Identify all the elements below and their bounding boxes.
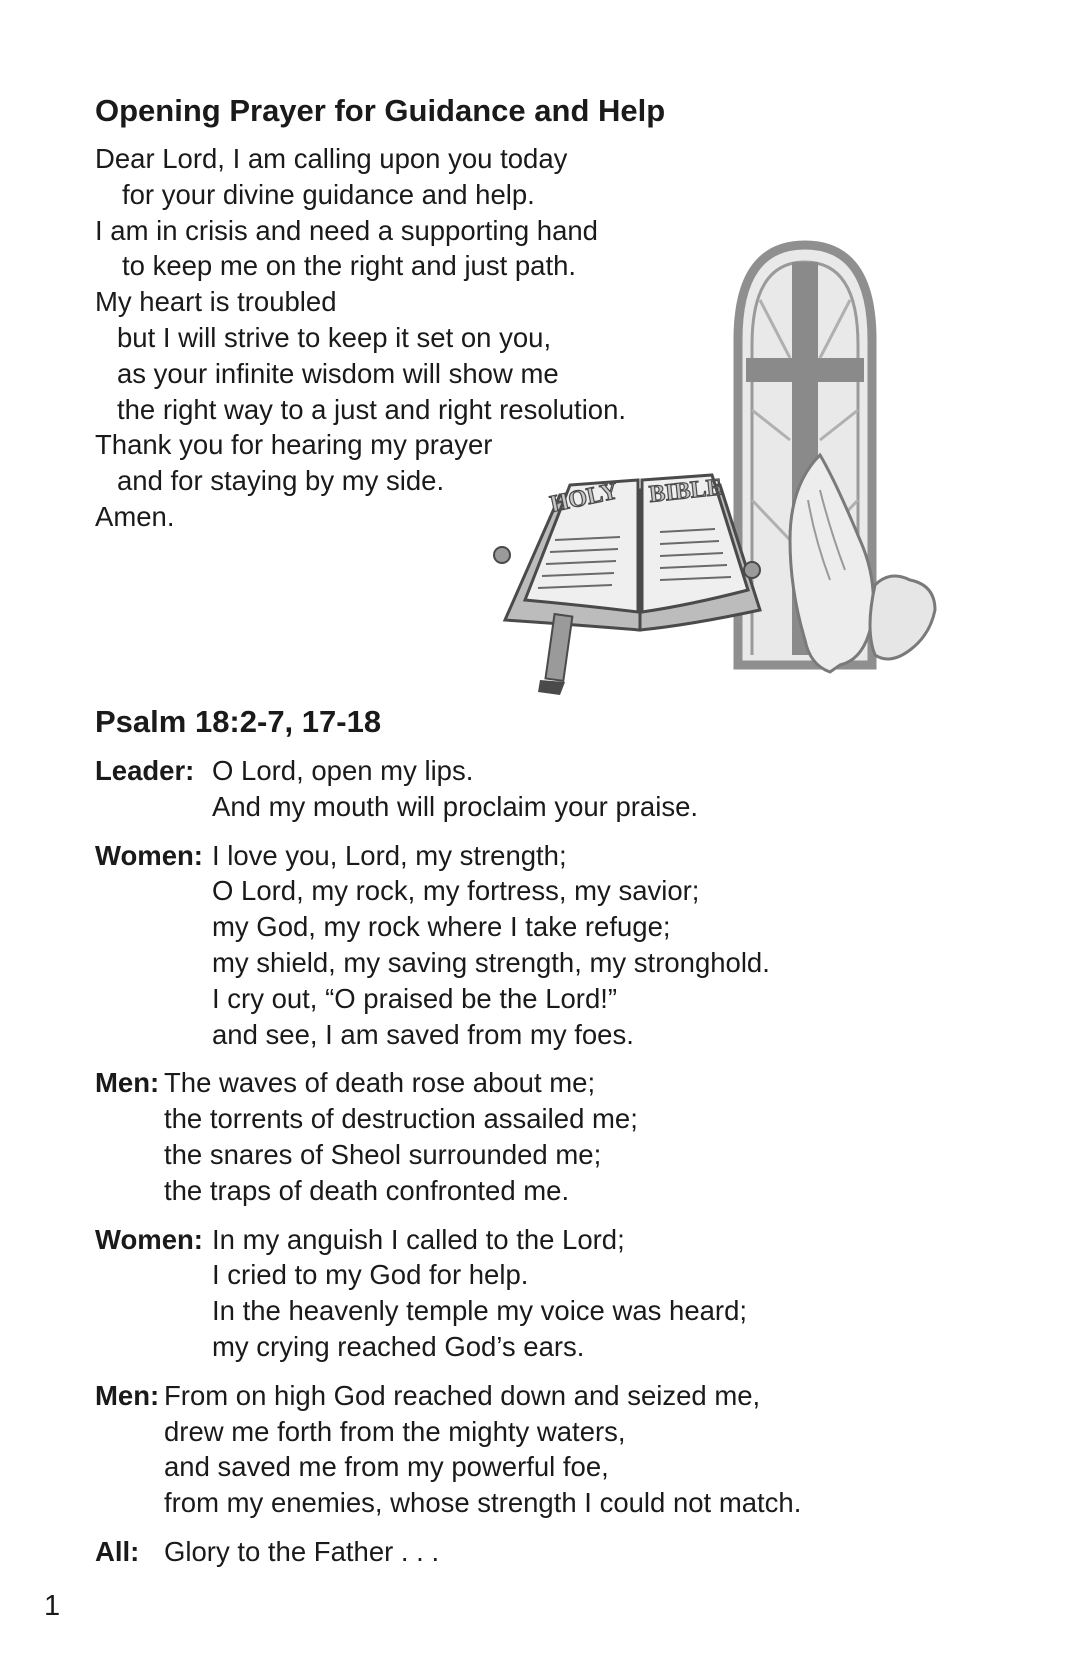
psalm-line: drew me forth from the mighty waters,	[164, 1415, 626, 1447]
psalm-line: I cried to my God for help.	[212, 1259, 529, 1291]
prayer-line: and for staying by my side.	[117, 465, 445, 497]
psalm-line: and see, I am saved from my foes.	[212, 1018, 634, 1050]
stanza-women	[95, 1222, 995, 1365]
psalm-line: and saved me from my powerful foe,	[164, 1451, 609, 1483]
psalm-responsorial	[95, 753, 995, 1583]
prayer-line: Thank you for hearing my prayer	[95, 429, 493, 461]
prayer-line: I am in crisis and need a supporting hand	[95, 214, 598, 246]
speaker-label: Women:	[95, 1223, 203, 1255]
speaker-label: Women:	[95, 839, 203, 871]
psalm-line: the snares of Sheol surrounded me;	[164, 1138, 602, 1170]
psalm-line: the traps of death confronted me.	[164, 1174, 570, 1206]
prayer-line: the right way to a just and right resolution.	[117, 393, 627, 425]
psalm-line: my shield, my saving strength, my stronghold.	[212, 946, 770, 978]
psalm-line: O Lord, open my lips.	[212, 755, 474, 786]
psalm-line: In the heavenly temple my voice was heard;	[212, 1295, 748, 1327]
bible-cover-text-right: BIBLE	[647, 474, 724, 508]
stanza-men	[95, 1378, 995, 1521]
psalm-line: I love you, Lord, my strength;	[212, 839, 567, 871]
prayer-line: for your divine guidance and help.	[122, 178, 535, 210]
psalm-line: Glory to the Father . . .	[164, 1535, 440, 1567]
speaker-label: Leader:	[95, 755, 195, 786]
psalm-line: From on high God reached down and seized me,	[164, 1379, 761, 1411]
psalm-line: In my anguish I called to the Lord;	[212, 1223, 625, 1255]
open-bible-icon	[494, 474, 760, 695]
stanza-women	[95, 838, 995, 1053]
prayer-line: as your infinite wisdom will show me	[117, 357, 559, 389]
prayer-line: Dear Lord, I am calling upon you today	[95, 143, 568, 174]
psalm-line: O Lord, my rock, my fortress, my savior;	[212, 875, 700, 907]
prayer-line: Amen.	[95, 500, 175, 532]
speaker-label: Men:	[95, 1067, 160, 1099]
bible-cover-text-left: HOLY	[547, 478, 621, 518]
psalm-line: my God, my rock where I take refuge;	[212, 911, 671, 943]
psalm-line: The waves of death rose about me;	[164, 1067, 596, 1099]
speaker-label: All:	[95, 1535, 140, 1567]
psalm-line: from my enemies, whose strength I could not match.	[164, 1487, 802, 1519]
stanza-leader	[95, 753, 995, 825]
speaker-label: Men:	[95, 1379, 160, 1411]
prayer-title: Opening Prayer for Guidance and Help	[95, 93, 666, 128]
prayer-line: to keep me on the right and just path.	[122, 250, 577, 282]
psalm-line: my crying reached God’s ears.	[212, 1330, 585, 1362]
psalm-line: the torrents of destruction assailed me;	[164, 1103, 638, 1135]
psalm-line: I cry out, “O praised be the Lord!”	[212, 982, 618, 1014]
bible-cross-praying-hands-illustration	[490, 240, 1010, 730]
prayer-line: but I will strive to keep it set on you,	[117, 321, 552, 353]
psalm-title: Psalm 18:2-7, 17-18	[95, 704, 382, 739]
page-number: 1	[44, 1590, 61, 1622]
psalm-line: And my mouth will proclaim your praise.	[212, 790, 699, 822]
prayer-line: My heart is troubled	[95, 286, 337, 318]
stanza-men	[95, 1065, 995, 1208]
stanza-all	[95, 1534, 995, 1570]
